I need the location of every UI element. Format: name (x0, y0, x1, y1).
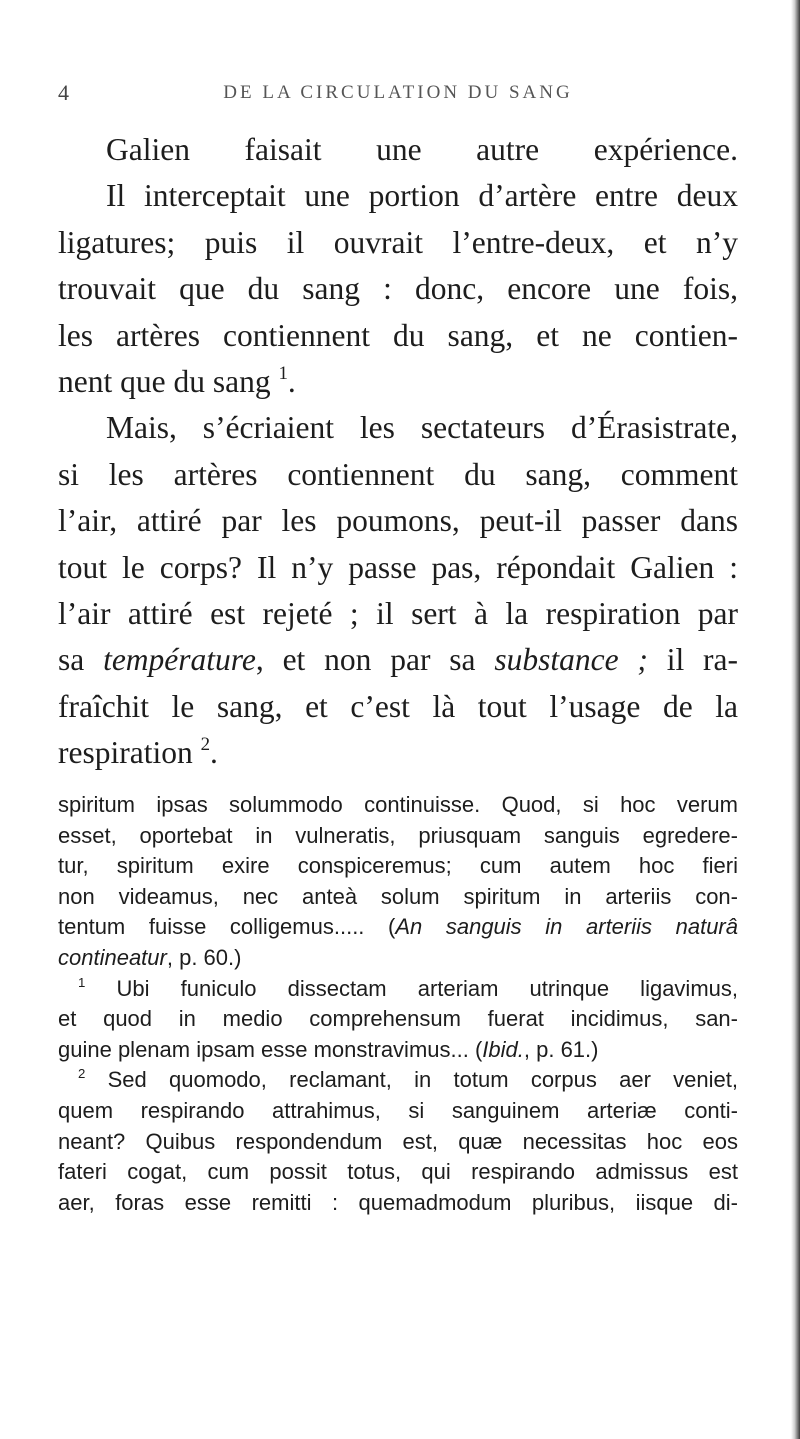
footnote-italic: contineatur (58, 944, 167, 970)
main-line: tout le corps? Il n’y passe pas, répondait Galien : (58, 549, 738, 585)
main-line: fraîchit le sang, et c’est là tout l’usage de la (58, 688, 738, 724)
main-line (58, 730, 738, 776)
footnote-line-text: tentum fuisse colligemus..... ( (58, 914, 396, 940)
footnote-ref-1[interactable]: 1 (278, 362, 288, 384)
main-line: Il interceptait une portion d’artère entre deux (106, 178, 738, 214)
footnote-line (58, 1065, 738, 1096)
footnote-line-text: Sed quomodo, reclamant, in totum corpus aer veniet, (107, 1067, 738, 1093)
footnote-line: quem respirando attrahimus, si sanguinem arteriæ conti- (58, 1097, 738, 1123)
main-line: Galien faisait une autre expérience. (106, 132, 738, 167)
main-line-text: respiration (58, 735, 201, 771)
footnote-ref-2[interactable]: 2 (200, 734, 211, 756)
footnote-line-text: guine plenam ipsam esse monstravimus... ( (58, 1036, 483, 1062)
footnote-line: neant? Quibus respondendum est, quæ necessitas hoc eos (58, 1128, 738, 1154)
main-line: ligatures; puis il ouvrait l’entre-deux, et n’y (58, 224, 738, 260)
footnote-italic: Ibid. (482, 1036, 524, 1062)
page-header (58, 80, 738, 110)
main-line (58, 359, 738, 405)
footnote-line-text: , p. 60.) (166, 944, 242, 970)
footnote-line (58, 912, 738, 943)
main-line-text: sa (58, 642, 104, 678)
footnote-line: tur, spiritum exire conspiceremus; cum autem hoc fieri (58, 853, 738, 879)
italic-substance: substance ; (494, 642, 648, 678)
footnote-line-text: , p. 61.) (523, 1036, 599, 1062)
footnote-line: fateri cogat, cum possit totus, qui respirando admissus est (58, 1159, 738, 1185)
footnote-marker-1: 1 (78, 974, 86, 990)
main-line-text: nent que du sang (58, 364, 271, 400)
footnote-line (58, 1035, 738, 1066)
footnote-line (58, 943, 738, 974)
page-number: 4 (58, 80, 69, 105)
footnote-line: esset, oportebat in vulneratis, priusquam sanguis egredere- (58, 822, 738, 848)
footnote-marker-2: 2 (78, 1066, 86, 1082)
page-edge-shadow (791, 0, 800, 1439)
period: . (210, 735, 218, 771)
main-line-text: il ra- (647, 642, 738, 678)
footnote-line: spiritum ipsas solummodo continuisse. Quod, si hoc verum (58, 792, 738, 817)
main-line: trouvait que du sang : donc, encore une fois, (58, 271, 738, 307)
period: . (287, 364, 296, 400)
footnote-line: aer, foras esse remitti : quemadmodum pluribus, iisque di- (58, 1189, 738, 1215)
footnote-line-text: Ubi funiculo dissectam arteriam utrinque ligavimus, (116, 975, 738, 1001)
main-line: Mais, s’écriaient les sectateurs d’Érasistrate, (106, 410, 738, 446)
main-line: l’air attiré est rejeté ; il sert à la respiration par (58, 596, 738, 632)
main-line: l’air, attiré par les poumons, peut-il passer dans (58, 503, 738, 539)
running-title: DE LA CIRCULATION DU SANG (223, 82, 573, 103)
main-text (58, 127, 738, 777)
italic-temperature: température (103, 642, 256, 678)
footnote-line (58, 974, 738, 1005)
main-line-text: , et non par sa (255, 642, 495, 678)
main-line: les artères contiennent du sang, et ne contien- (58, 317, 738, 353)
main-line: si les artères contiennent du sang, comment (58, 456, 738, 492)
footnotes (58, 790, 738, 1218)
footnote-line: non videamus, nec anteà solum spiritum in arteriis con- (58, 883, 738, 909)
footnote-line: et quod in medio comprehensum fuerat incidimus, san- (58, 1006, 738, 1032)
footnote-italic: An sanguis in arteriis naturâ (395, 914, 738, 940)
main-line (58, 637, 738, 683)
